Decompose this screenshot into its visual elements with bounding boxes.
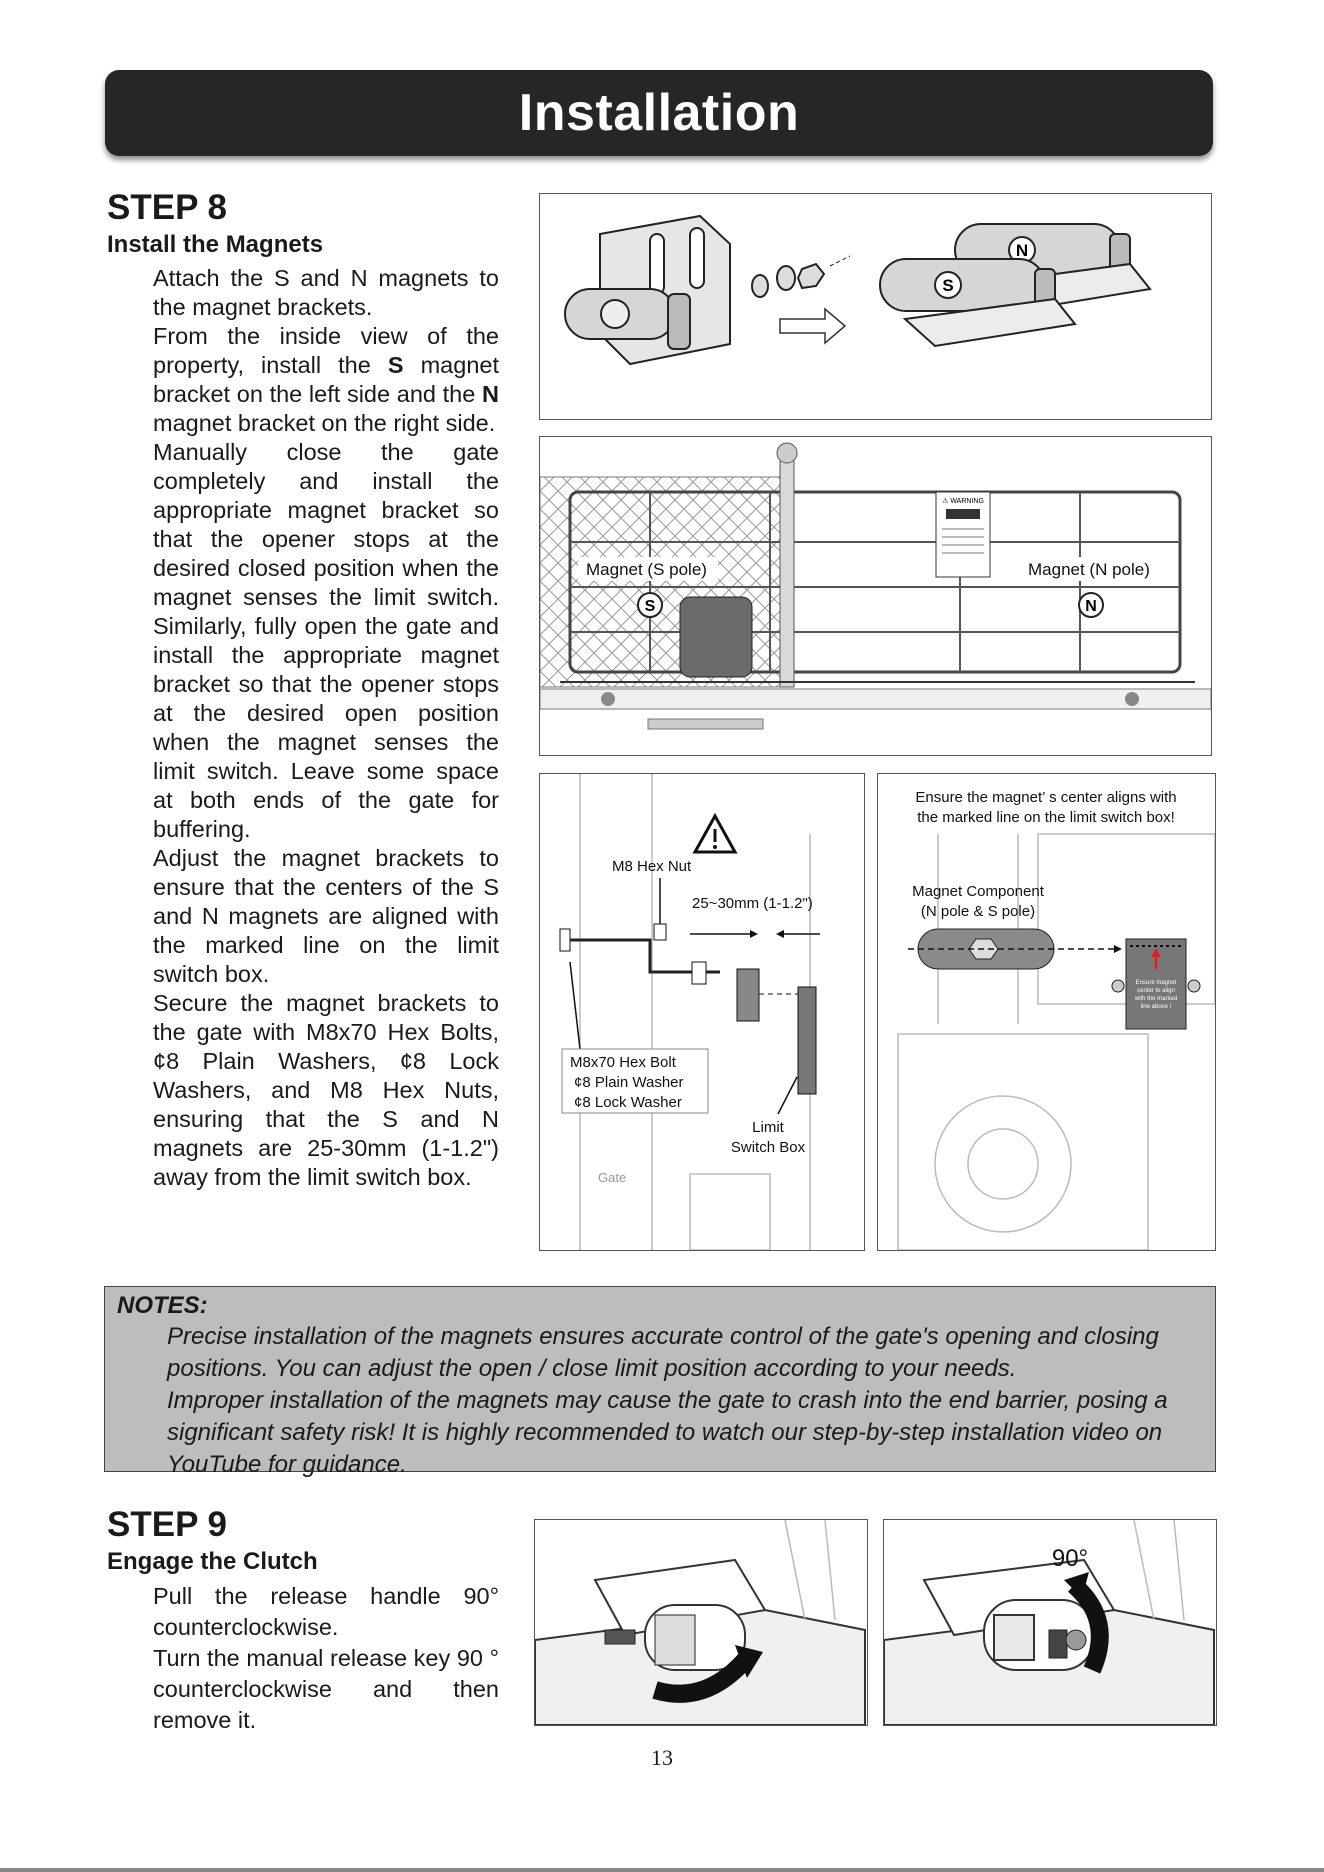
magnet-component-label-line1: Magnet Component	[912, 883, 1044, 900]
bottom-divider	[0, 1868, 1324, 1872]
notes-item: Precise installation of the magnets ensures accurate control of the gate's opening and closing positions. You can adjust the open / close limit position according to your needs.	[167, 1323, 1159, 1382]
page-number: 13	[651, 1745, 673, 1770]
step8-title: STEP 8	[107, 188, 227, 227]
step8-section	[107, 188, 499, 1192]
warning-sign: ⚠ WARNING	[942, 498, 984, 505]
step9-paragraph: Pull the release handle 90° counterclockwise.	[153, 1583, 499, 1640]
step8-paragraph: Attach the S and N magnets to the magnet brackets.	[153, 265, 499, 320]
s-magnet-label: S	[942, 276, 954, 295]
page-title: Installation	[518, 84, 800, 142]
step9-subtitle: Engage the Clutch	[107, 1548, 318, 1575]
step8-paragraph: Manually close the gate completely and install the appropriate magnet bracket so that the opener stops at the desired closed position when the magnet senses the limit switch. Similarly, fully open the gate and install the appropriate magnet bracket so that the opener stops at the desired open position when the magnet senses the limit switch. Leave some space at both ends of the gate for buffering.	[153, 439, 499, 842]
release-key-figure	[883, 1519, 1217, 1726]
sticker-text-line3: with the marked	[1134, 996, 1178, 1002]
step9-title: STEP 9	[107, 1505, 227, 1544]
step8-paragraph: Adjust the magnet brackets to ensure that the centers of the S and N magnets are aligned with the marked line on the limit switch box.	[153, 845, 499, 987]
step9-paragraph: Turn the manual release key 90 ° counterclockwise and then remove it.	[153, 1645, 499, 1733]
release-handle-figure	[534, 1519, 868, 1726]
sticker-text-line1: Ensure magnet	[1135, 980, 1177, 986]
step8-subtitle: Install the Magnets	[107, 231, 324, 258]
magnet-s-label: Magnet (S pole)	[586, 560, 707, 579]
step8-paragraph: From the inside view of the property, install the S magnet bracket on the left side and the N magnet bracket on the right side.	[153, 323, 499, 436]
hex-bolt-label: M8x70 Hex Bolt	[570, 1054, 676, 1071]
limit-box-label-line2: Switch Box	[730, 1139, 806, 1156]
sticker-text-line2: center to align	[1137, 988, 1175, 994]
limit-box-label-line1: Limit	[752, 1119, 784, 1136]
s-pole-badge: S	[644, 598, 656, 615]
angle-label: 90°	[1051, 1545, 1089, 1572]
alignment-caption-line1: Ensure the magnet’ s center aligns with	[915, 789, 1177, 806]
bracket-detail-figure	[539, 773, 865, 1251]
lock-washer-label: ¢8 Lock Washer	[574, 1094, 682, 1111]
n-magnet-label: N	[1015, 241, 1029, 260]
magnet-component-label-line2: (N pole & S pole)	[920, 903, 1036, 920]
notes-title: NOTES:	[117, 1292, 208, 1319]
notes-item: Improper installation of the magnets may cause the gate to crash into the end barrier, posing a significant safety risk! It is highly recommended to watch our step-by-step installation video on YouTube for guidance.	[167, 1387, 1168, 1478]
alignment-figure	[877, 773, 1216, 1251]
magnet-bracket-figure	[539, 193, 1212, 420]
gap-label: 25~30mm (1-1.2")	[692, 895, 813, 912]
step9-section	[107, 1505, 499, 1736]
gate-label: Gate	[598, 1170, 627, 1185]
gate-figure	[539, 436, 1212, 756]
step8-paragraph: Secure the magnet brackets to the gate with M8x70 Hex Bolts, ¢8 Plain Washers, ¢8 Lock Washers, and M8 Hex Nuts, ensuring that the S and N magnets are 25-30mm (1-1.2") away from the limit switch box.	[153, 990, 499, 1190]
section-banner	[105, 70, 1213, 156]
alignment-caption-line2: the marked line on the limit switch box!	[917, 809, 1175, 826]
sticker-text-line4: line above !	[1140, 1004, 1172, 1010]
magnet-n-label: Magnet (N pole)	[1028, 560, 1150, 579]
n-pole-badge: N	[1085, 598, 1097, 615]
hex-nut-label: M8 Hex Nut	[612, 858, 692, 875]
plain-washer-label: ¢8 Plain Washer	[574, 1074, 684, 1091]
notes-box	[104, 1286, 1216, 1478]
